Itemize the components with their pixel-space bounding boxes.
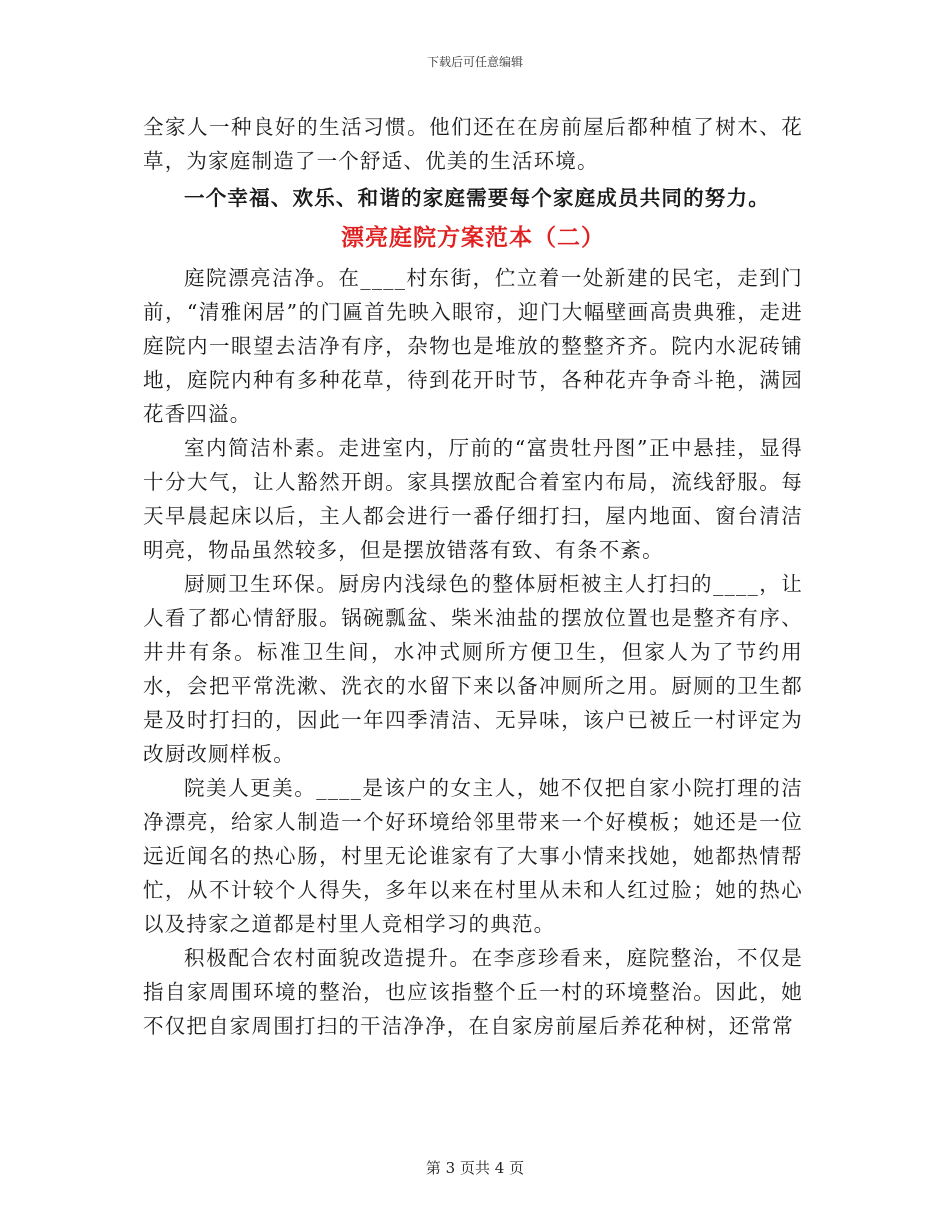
- paragraph-courtyard: 庭院漂亮洁净。在____村东街，伫立着一处新建的民宅，走到门前，“清雅闲居”的门匾首先映入眼帘，迎门大幅壁画高贵典雅，走进庭院内一眼望去洁净有序，杂物也是堆放的整整齐齐。院内水泥砖铺地，庭院内种有多种花草，待到花开时节，各种花卉争奇斗艳，满园花香四溢。: [143, 266, 803, 426]
- paragraph-hostess: 院美人更美。____是该户的女主人，她不仅把自家小院打理的洁净漂亮，给家人制造一个好环境给邻里带来一个好模板；她还是一位远近闻名的热心肠，村里无论谁家有了大事小情来找她，她都热情帮忙，从不计较个人得失，多年以来在村里从未和人红过脸；她的热心以及持家之道都是村里人竞相学习的典范。: [143, 776, 803, 936]
- document-body: [143, 110, 803, 1043]
- paragraph-village-improvement: 积极配合农村面貌改造提升。在李彦珍看来，庭院整治，不仅是指自家周围环境的整治，也应该指整个丘一村的环境整治。因此，她不仅把自家周围打扫的干洁净净，在自家房前屋后养花种树，还常常: [143, 946, 803, 1038]
- paragraph-kitchen-toilet: 厨厕卫生环保。厨房内浅绿色的整体厨柜被主人打扫的____，让人看了都心情舒服。锅碗瓢盆、柴米油盐的摆放位置也是整齐有序、井井有条。标准卫生间，水冲式厕所方便卫生，但家人为了节约用水，会把平常洗漱、洗衣的水留下来以备冲厕所之用。厨厕的卫生都是及时打扫的，因此一年四季清洁、无异味，该户已被丘一村评定为改厨改厕样板。: [143, 572, 803, 766]
- section-title: 漂亮庭院方案范本（二）: [341, 225, 605, 251]
- continuation-paragraph: 全家人一种良好的生活习惯。他们还在在房前屋后都种植了树木、花草，为家庭制造了一个舒适、优美的生活环境。: [143, 115, 803, 173]
- bold-statement: 一个幸福、欢乐、和谐的家庭需要每个家庭成员共同的努力。: [184, 186, 770, 210]
- page-number: 第 3 页共 4 页: [425, 1159, 525, 1177]
- paragraph-interior: 室内简洁朴素。走进室内，厅前的“富贵牡丹图”正中悬挂，显得十分大气，让人豁然开朗。家具摆放配合着室内布局，流线舒服。每天早晨起床以后，主人都会进行一番仔细打扫，屋内地面、窗台清洁明亮，物品虽然较多，但是摆放错落有致、有条不紊。: [143, 436, 803, 562]
- page-header: 下载后可任意编辑: [426, 55, 523, 69]
